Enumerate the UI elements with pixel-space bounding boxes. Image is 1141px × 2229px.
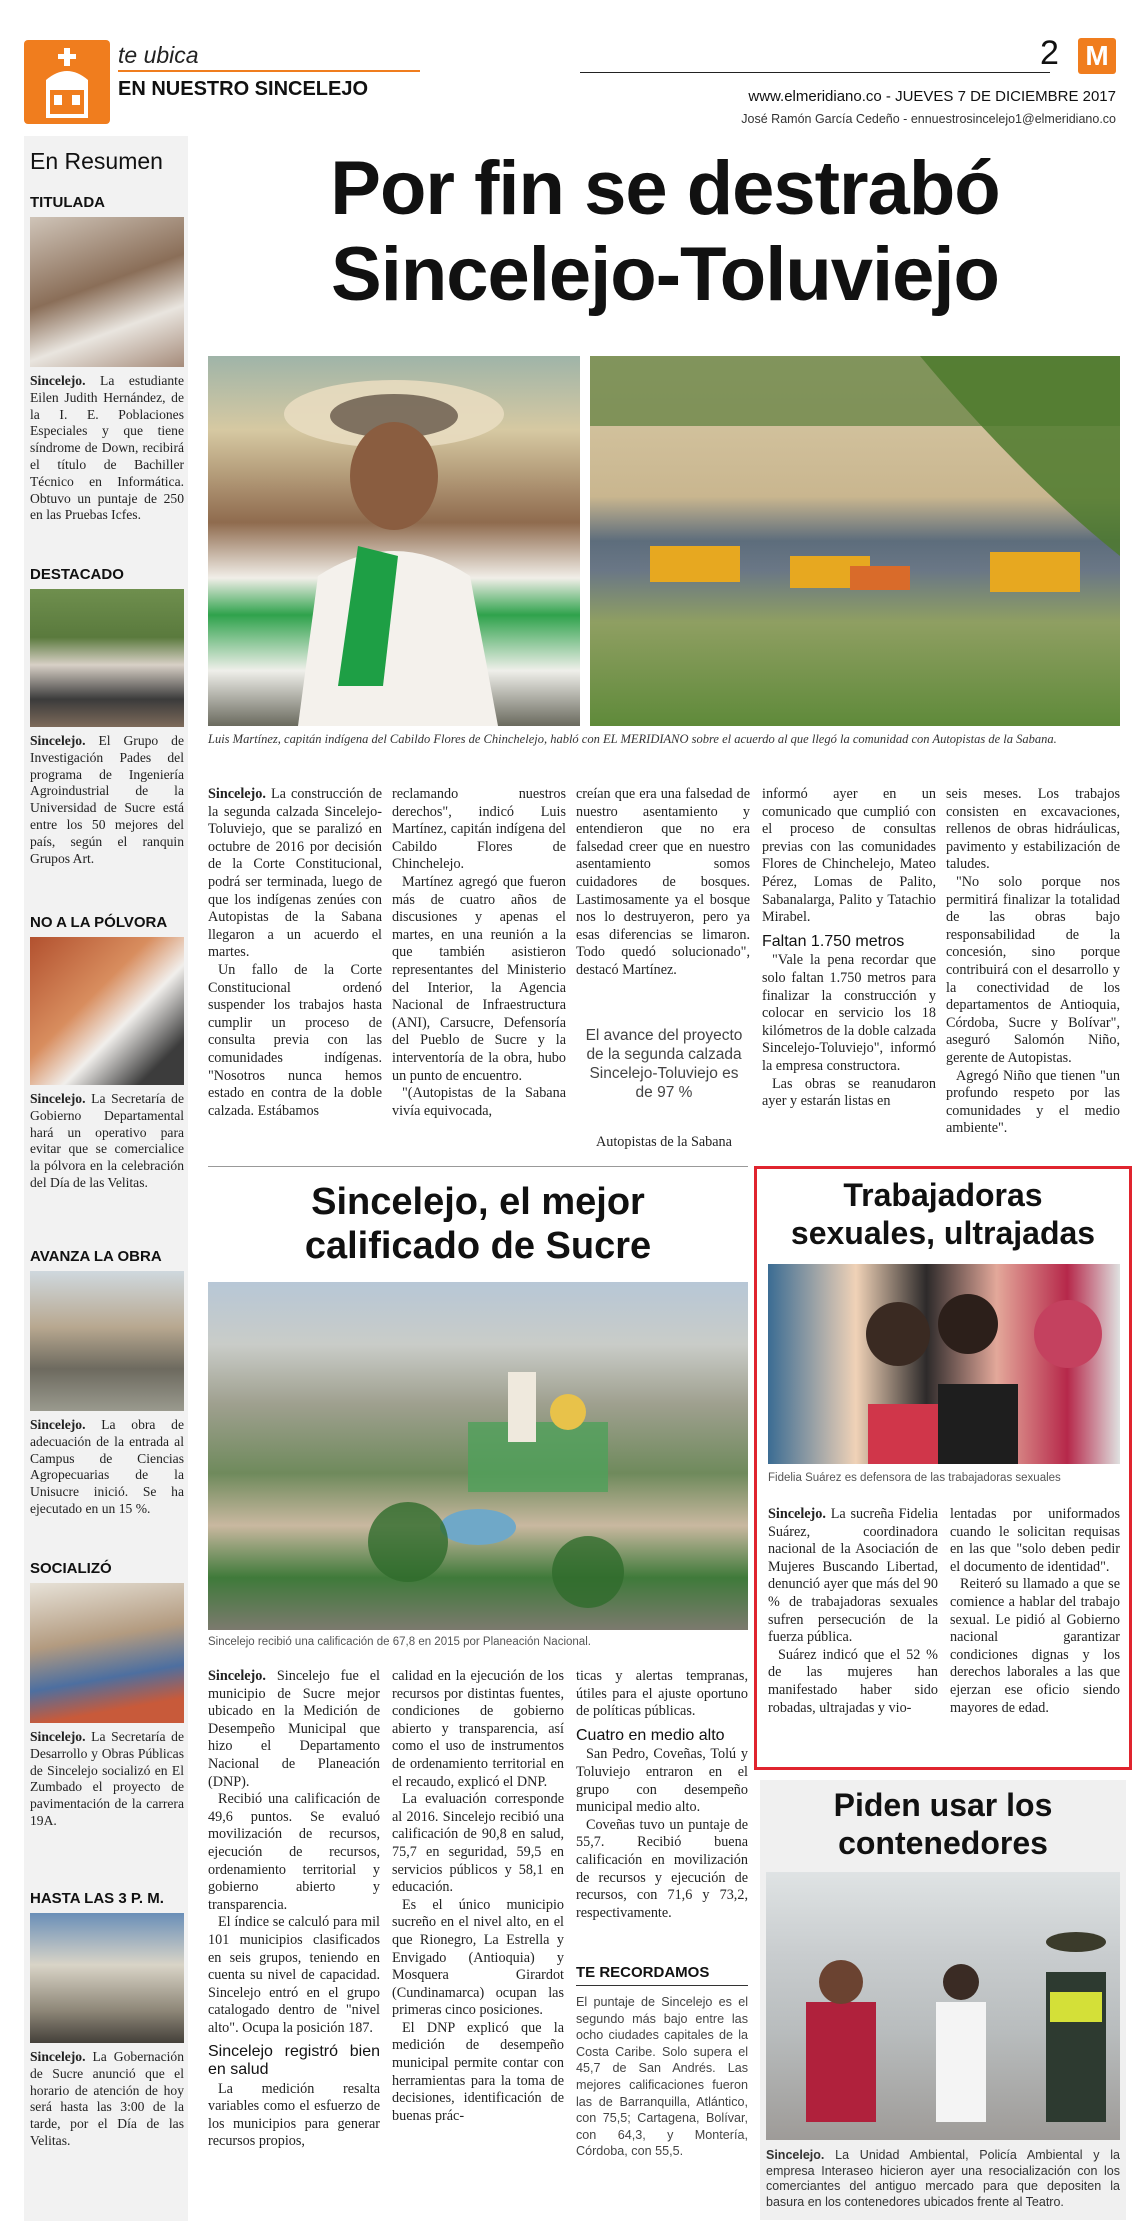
sidebar-heading: AVANZA LA OBRA (30, 1248, 162, 1265)
women-photo-caption: Fidelia Suárez es defensora de las trabajadoras sexuales (768, 1472, 1061, 1484)
second-subhead-2: Cuatro en medio alto (576, 1726, 725, 1744)
main-col-1: Sincelejo. La construcción de la segunda calzada Sincelejo-Toluviejo, que se paralizó en octubre de 2016 por decisión de la Corte Constitucional, podrá ser terminada, luego de que los indígenas zenúes con Autopistas de la Sabana llegaron a un acuerdo el martes. Un fallo de la Corte Constitucional ordenó suspender los trabajos hasta cumplir un proceso de consulta previa con las comunidades indígenas. "Nosotros nunca hemos estado en contra de la doble calzada. Estábamos (208, 786, 382, 1119)
header-rule (580, 72, 1050, 73)
sidebar-item (30, 566, 184, 866)
author-line: José Ramón García Cedeño - ennuestrosincelejo1@elmeridiano.co (741, 112, 1116, 126)
main-photo-machinery (590, 356, 1120, 726)
sidebar-text: Sincelejo. La Secretaría de Gobierno Departamental hará un operativo para evitar que se comercialice la pólvora en la celebración del Día de las Velitas. (30, 1091, 184, 1190)
third-col-2: lentadas por uniformados cuando le solicitan requisas en las que "solo deben pedir el documento de identidad". Reiteró su llamado a que se comience a hablar del trabajo sexual. Le pidió al Gobierno nacional garantizar condiciones dignas y los derechos laborales a las que ejerzan ese oficio siendo mayores de edad. (950, 1506, 1120, 1716)
sidebar-item (30, 1890, 184, 2199)
sidebar-heading: SOCIALIZÓ (30, 1560, 112, 1577)
section-kicker: te ubica (118, 42, 199, 68)
section-rule (118, 70, 420, 72)
main-photo-caption: Luis Martínez, capitán indígena del Cabildo Flores de Chinchelejo, habló con EL MERIDIANO sobre el acuerdo al que llegó la comunidad con Autopistas de la Sabana. (208, 732, 1057, 746)
sidebar-text: Sincelejo. El Grupo de Investigación Pades del programa de Ingeniería Agroindustrial de la Universidad de Sucre está entre los 50 mejores del país, según el ranquin Grupos Art. (30, 733, 184, 866)
main-col-3: creían que era una falsedad de nuestro asentamiento y entendieron que no era falsedad creer que en nuestro asentamiento somos cuidadores de bosques. Lastimosamente ya el bosque nos lo destruyeron, pero ya esas diferencias se limaron. Todo quedó solucionado", destacó Martínez. (576, 786, 750, 978)
city-shapes (208, 1282, 748, 1630)
main-col-2: reclamando nuestros derechos", indicó Luis Martínez, capitán indígena del Cabildo Flores de Chinchelejo. Martínez agregó que fueron más de cuatro años de discusiones y apenas el martes, en una reunión a la que también asistieron representantes del Ministerio del Interior, la Agencia Nacional de Infraestructura (ANI), Carsucre, Defensoría del Pueblo de Sucre y la interventoría de la obra, hubo un punto de encuentro. "(Autopistas de la Sabana vivía equivocada, (392, 786, 566, 1119)
containers-caption: Sincelejo. La Unidad Ambiental, Policía Ambiental y la empresa Interaseo hicieron ayer una resocialización con los comerciantes del antiguo mercado para que depositen la basura en los contenedores ubicados frente al Teatro. (766, 2148, 1120, 2209)
sidebar-photo (30, 217, 184, 367)
sidebar-photo (30, 1913, 184, 2043)
fourth-headline: Piden usar los contenedores (833, 1787, 1053, 1861)
third-headline: Trabajadoras sexuales, ultrajadas (790, 1177, 1096, 1251)
sidebar-heading: TITULADA (30, 194, 105, 211)
section-icon (24, 40, 110, 124)
newspaper-logo: M (1078, 38, 1116, 74)
main-headline: Por fin se destrabó Sincelejo-Toluviejo (330, 146, 1000, 317)
sidebar-item (30, 1560, 184, 1879)
sidebar-photo (30, 1271, 184, 1411)
church-icon (24, 40, 110, 124)
section-title: EN NUESTRO SINCELEJO (118, 78, 369, 100)
man-silhouette (208, 356, 580, 726)
sidebar-photo (30, 1583, 184, 1723)
reminder-title: TE RECORDAMOS (576, 1964, 748, 1986)
sidebar-item (30, 1248, 184, 1547)
sidebar-photo (30, 937, 184, 1085)
sidebar-text: Sincelejo. La estudiante Eilen Judith Hernández, de la I. E. Poblaciones Especiales y que tiene síndrome de Down, recibirá el título de Bachiller Técnico en Informática. Obtuvo un puntaje de 250 en las Pruebas Icfes. (30, 373, 184, 523)
sidebar-title: En Resumen (30, 148, 163, 174)
sidebar-item (30, 914, 184, 1239)
excavators (590, 356, 1120, 726)
second-col-3: ticas y alertas tempranas, útiles para el ajuste oportuno de políticas públicas. Cuatro en medio alto San Pedro, Coveñas, Tolú y Toluviejo entraron en el grupo con desempeño municipal medio alto. Coveñas tuvo un puntaje de 55,7. Recibió buena calificación en movilización de recursos y ejecución de recursos, con 71,6 y 73,2, respectivamente. (576, 1668, 748, 1921)
city-photo-caption: Sincelejo recibió una calificación de 67,8 en 2015 por Planeación Nacional. (208, 1636, 591, 1648)
sidebar-heading: NO A LA PÓLVORA (30, 914, 168, 931)
main-col-5: seis meses. Los trabajos consisten en excavaciones, rellenos de obras hidráulicas, pavimento y estabilización de taludes. "No solo porque nos permitirá finalizar la totalidad de las obras bajo responsabilidad de la concesión, sino porque contribuirá con el desarrollo y la conectividad de los departamentos de Antioquia, Córdoba, Sucre y Bolívar", aseguró Salomón Niño, gerente de Autopistas. Agregó Niño que tienen "un profundo respeto por las comunidades y el medio ambiente". (946, 786, 1120, 1137)
people-shapes (766, 1872, 1120, 2140)
main-col-4: informó ayer en un comunicado que cumplió con el proceso de consultas previas con las comunidades Flores de Chinchelejo, Mateo Pérez, Lomas de Palito, Sabanalarga, Palito y Tatachio Mirabel. Faltan 1.750 metros "Vale la pena recordar que solo faltan 1.750 metros para finalizar la construcción y colocar en servicio los 18 kilómetros de la doble calzada Sincelejo-Toluviejo", informó la empresa constructora. Las obras se reanudaron ayer y estarán listas en (762, 786, 936, 1110)
city-aerial-photo (208, 1282, 748, 1630)
second-headline: Sincelejo, el mejor calificado de Sucre (304, 1181, 652, 1267)
reminder-box (576, 1964, 748, 2160)
sidebar-text: Sincelejo. La Secretaría de Desarrollo y Obras Públicas de Sincelejo socializó en El Zumbado el proyecto de pavimentación de la carrera 19A. (30, 1729, 184, 1828)
women-photo (768, 1264, 1120, 1464)
page-number: 2 (1040, 34, 1059, 72)
containers-photo (766, 1872, 1120, 2140)
divider (208, 1166, 748, 1167)
second-subhead-1: Sincelejo registró bien en salud (208, 2043, 380, 2079)
pull-quote: El avance del proyecto de la segunda calzada Sincelejo-Toluviejo es de 97 % (585, 1027, 743, 1101)
sidebar-heading: DESTACADO (30, 566, 124, 583)
sidebar-text: Sincelejo. La obra de adecuación de la entrada al Campus de Ciencias Agropecuarias de la Unisucre inició. Se ha ejecutado en un 15 %. (30, 1417, 184, 1516)
main-photo-portrait (208, 356, 580, 726)
main-col-3-end: Autopistas de la Sabana (596, 1134, 732, 1150)
third-col-1: Sincelejo. La sucreña Fidelia Suárez, coordinadora nacional de la Asociación de Mujeres Buscando Libertad, denunció ayer que más del 90 % de trabajadoras sexuales sufren persecución de la fuerza pública. Suárez indicó que el 52 % de las mujeres han manifestado haber sido robadas, ultrajadas y vio- (768, 1506, 938, 1716)
site-date: www.elmeridiano.co - JUEVES 7 DE DICIEMBRE 2017 (748, 88, 1116, 105)
sidebar-heading: HASTA LAS 3 P. M. (30, 1890, 164, 1907)
women-shapes (768, 1264, 1120, 1464)
sidebar-item (30, 194, 184, 541)
sidebar-photo (30, 589, 184, 727)
main-subhead: Faltan 1.750 metros (762, 932, 905, 950)
sidebar-text: Sincelejo. La Gobernación de Sucre anunció que el horario de atención de hoy será hasta las 3:00 de la tarde, por el Día de las Velitas. (30, 2049, 184, 2148)
reminder-text: El puntaje de Sincelejo es el segundo más bajo entre las ocho ciudades capitales de la Costa Caribe. Solo supera el 45,7 de San Andrés. Las mejores calificaciones fueron las de Barranquilla, Atlántico, con 75,5; Cartagena, Bolívar, con 64,3, y Montería, Córdoba, con 55,5. (576, 1995, 748, 2159)
second-col-1: Sincelejo. Sincelejo fue el municipio de Sucre mejor ubicado en la Medición de Desempeño Municipal que hizo el Departamento Nacional de Planeación (DNP). Recibió una calificación de 49,6 puntos. Se evaluó movilización de recursos, ejecución de recursos, ordenamiento territorial y gobierno abierto y transparencia. El índice se calculó para mil 101 municipios clasificados en seis grupos, teniendo en cuenta su nivel de capacidad. Sincelejo entró en el grupo catalogado dentro de "nivel alto". Ocupa la posición 187. Sincelejo registró bien en salud La medición resalta variables como el esfuerzo de los municipios para generar recursos propios, (208, 1668, 380, 2150)
second-col-2: calidad en la ejecución de los recursos por distintas fuentes, condiciones de gobierno abierto y transparencia, así como el uso de instrumentos de ordenamiento territorial en el recaudo, explicó el DNP. La evaluación corresponde al 2016. Sincelejo recibió una calificación de 90,8 en salud, 75,7 en seguridad, 59,5 en servicios públicos y 58,1 en educación. Es el único municipio sucreño en el nivel alto, en el que Rionegro, La Estrella y Envigado (Antioquia) y Mosquera Girardot (Cundinamarca) ocupan las primeras cinco posiciones. El DNP explicó que la medición de desempeño municipal permite contar con herramientas para la toma de decisiones, identificación de buenas prác- (392, 1668, 564, 2124)
